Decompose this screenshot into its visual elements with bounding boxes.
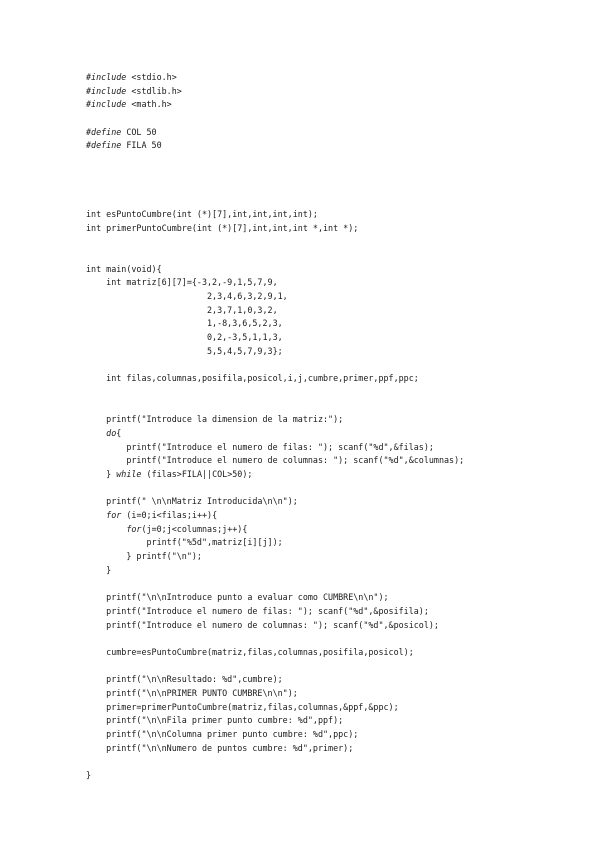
code-line: } printf("\n"); — [126, 551, 202, 562]
include-line: #include <stdio.h> — [86, 72, 177, 82]
code-line: printf("Introduce el numero de filas: "); scanf("%d",&filas); — [126, 441, 434, 452]
code-line: printf("Introduce la dimension de la matriz:"); — [106, 414, 344, 425]
code-line: printf("Introduce el numero de filas: "); scanf("%d",&posifila); — [106, 605, 429, 616]
code-line: printf("\n\nFila primer punto cumbre: %d",ppf); — [106, 715, 344, 726]
define-line: #define FILA 50 — [86, 140, 162, 151]
code-line: printf("\n\nColumna primer punto cumbre: %d",ppc); — [106, 729, 359, 739]
code-line: printf("Introduce el numero de columnas: "); scanf("%d",&columnas); — [126, 455, 465, 466]
matrix-line: 5,5,4,5,7,9,3}; — [207, 345, 283, 356]
prototype-line: int esPuntoCumbre(int (*)[7],int,int,int,int); — [86, 208, 318, 219]
code-line: for(j=0;j<columnas;j++){ — [126, 523, 248, 534]
define-line: #define COL 50 — [86, 126, 157, 137]
matrix-line: 2,3,4,6,3,2,9,1, — [207, 291, 288, 301]
code-line: printf("\n\nResultado: %d",cumbre); — [106, 674, 283, 685]
code-line: printf("\n\nIntroduce punto a evaluar como CUMBRE\n\n"); — [106, 592, 389, 603]
prototype-line: int primerPuntoCumbre(int (*)[7],int,int,int *,int *); — [86, 222, 359, 233]
code-listing — [86, 71, 464, 783]
code-line: for (i=0;i<filas;i++){ — [106, 510, 218, 520]
matrix-line: 1,-8,3,6,5,2,3, — [207, 318, 283, 329]
matrix-line: 2,3,7,1,0,3,2, — [207, 304, 278, 315]
code-line: } while (filas>FILA||COL>50); — [106, 468, 253, 479]
main-close: } — [86, 770, 92, 781]
matrix-line: 0,2,-3,5,1,1,3, — [207, 332, 283, 343]
code-line: printf("\n\nPRIMER PUNTO CUMBRE\n\n"); — [106, 687, 298, 698]
code-line: do{ — [106, 427, 122, 438]
include-line: #include <stdlib.h> — [86, 85, 182, 96]
code-line: cumbre=esPuntoCumbre(matriz,filas,columnas,posifila,posicol); — [106, 646, 414, 657]
code-line: printf("%5d",matriz[i][j]); — [146, 537, 283, 548]
include-line: #include <math.h> — [86, 99, 172, 110]
matrix-line: int matriz[6][7]={-3,2,-9,1,5,7,9, — [106, 277, 278, 288]
code-line: printf(" \n\nMatriz Introducida\n\n"); — [106, 496, 298, 507]
code-line: printf("\n\nNumero de puntos cumbre: %d",primer); — [106, 742, 354, 753]
code-line: primer=primerPuntoCumbre(matriz,filas,columnas,&ppf,&ppc); — [106, 701, 399, 712]
declaration-line: int filas,columnas,posifila,posicol,i,j,cumbre,primer,ppf,ppc; — [106, 373, 419, 384]
main-signature: int main(void){ — [86, 263, 162, 274]
code-line: } — [106, 564, 112, 575]
code-line: printf("Introduce el numero de columnas: "); scanf("%d",&posicol); — [106, 619, 439, 630]
